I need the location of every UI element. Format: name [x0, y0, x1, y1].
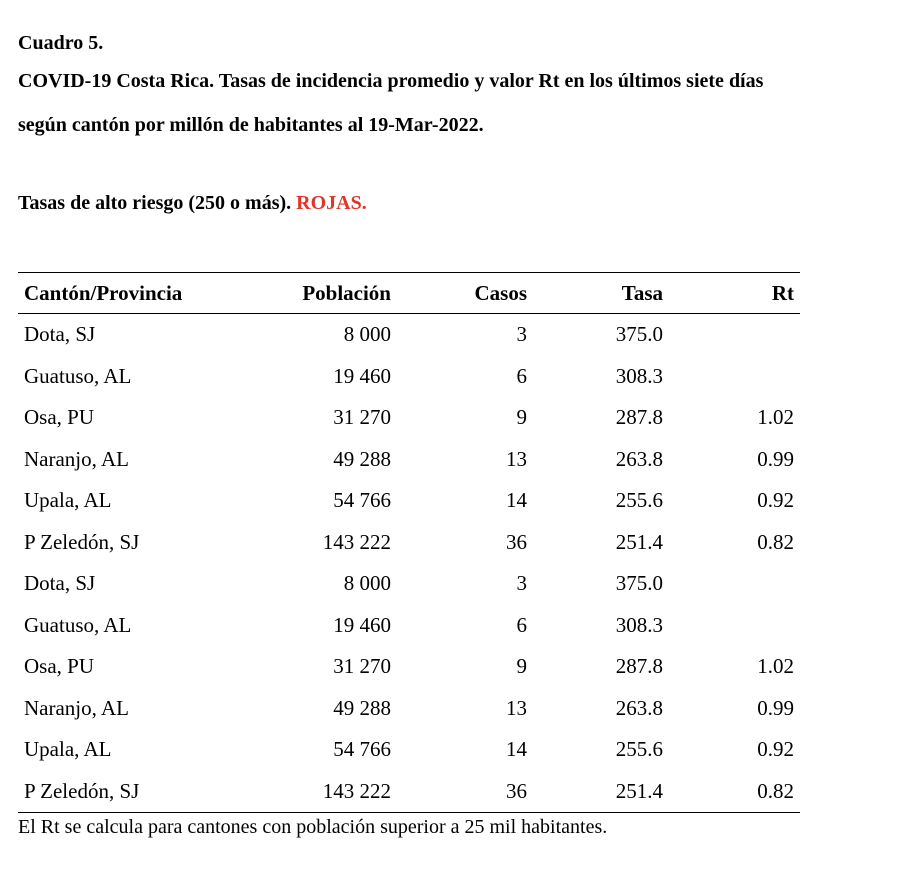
- cell-population: 19 460: [333, 363, 391, 388]
- cell-population: 49 288: [333, 446, 391, 471]
- cell-cases: 9: [516, 405, 527, 430]
- cell-cases: 14: [506, 737, 527, 762]
- cell-rt: [663, 314, 800, 356]
- cell-rate: 308.3: [615, 363, 663, 388]
- cell-population: 54 766: [333, 737, 391, 762]
- table-row: [18, 563, 800, 605]
- cell-rate: 308.3: [615, 612, 663, 637]
- cell-name: Dota, SJ: [24, 571, 96, 596]
- cell-population: 31 270: [333, 405, 391, 430]
- table-row: [18, 729, 800, 771]
- cell-name: Osa, PU: [24, 654, 95, 679]
- cell-population: 49 288: [333, 695, 391, 720]
- cell-rate: 375.0: [615, 322, 663, 347]
- risk-color-word: ROJAS.: [296, 192, 367, 214]
- cell-rate: 263.8: [615, 695, 663, 720]
- cell-rt: [663, 356, 800, 398]
- cell-rt: 1.02: [757, 405, 794, 430]
- table-row: [18, 397, 800, 439]
- table-label: Cuadro 5.: [18, 32, 104, 54]
- table-body: [18, 314, 800, 813]
- cell-cases: 6: [516, 363, 527, 388]
- title-line-2: según cantón por millón de habitantes al 19-Mar-2022.: [18, 114, 484, 136]
- cell-population: 31 270: [333, 654, 391, 679]
- cell-population: 54 766: [333, 488, 391, 513]
- cell-rt: 0.99: [757, 695, 794, 720]
- cell-rate: 255.6: [615, 737, 663, 762]
- cell-rate: 255.6: [615, 488, 663, 513]
- cell-cases: 3: [516, 571, 527, 596]
- title-line-1: COVID-19 Costa Rica. Tasas de incidencia promedio y valor Rt en los últimos siete días: [18, 70, 764, 92]
- header-population: Población: [302, 280, 391, 305]
- table-row: [18, 605, 800, 647]
- footnote: El Rt se calcula para cantones con población superior a 25 mil habitantes.: [18, 816, 608, 838]
- cell-rt: 0.82: [757, 778, 794, 803]
- cell-rate: 375.0: [615, 571, 663, 596]
- cell-rt: [663, 563, 800, 605]
- incidence-table-container: [18, 272, 800, 813]
- cell-rt: 1.02: [757, 654, 794, 679]
- cell-population: 8 000: [343, 322, 391, 347]
- table-row: [18, 314, 800, 356]
- table-row: [18, 688, 800, 730]
- risk-heading: [18, 191, 367, 215]
- header-rate: Tasa: [621, 280, 663, 305]
- cell-rate: 287.8: [615, 654, 663, 679]
- table-row: [18, 439, 800, 481]
- cell-rate: 251.4: [615, 529, 663, 554]
- cell-name: Dota, SJ: [24, 322, 96, 347]
- cell-rt: [663, 605, 800, 647]
- table-row: [18, 522, 800, 564]
- cell-population: 143 222: [322, 778, 391, 803]
- header-name: Cantón/Provincia: [24, 280, 183, 305]
- cell-name: Osa, PU: [24, 405, 95, 430]
- cell-name: Guatuso, AL: [24, 363, 132, 388]
- table-row: [18, 480, 800, 522]
- cell-name: Naranjo, AL: [24, 446, 129, 471]
- cell-cases: 36: [506, 529, 527, 554]
- cell-name: P Zeledón, SJ: [24, 529, 140, 554]
- table-row: [18, 771, 800, 813]
- cell-population: 143 222: [322, 529, 391, 554]
- cell-name: Guatuso, AL: [24, 612, 132, 637]
- table-header-row: [18, 273, 800, 314]
- header-rt: Rt: [771, 280, 794, 305]
- header-cases: Casos: [474, 280, 527, 305]
- risk-text: Tasas de alto riesgo (250 o más).: [18, 192, 292, 214]
- cell-name: Naranjo, AL: [24, 695, 129, 720]
- cell-cases: 6: [516, 612, 527, 637]
- cell-population: 8 000: [343, 571, 391, 596]
- cell-rate: 251.4: [615, 778, 663, 803]
- cell-cases: 9: [516, 654, 527, 679]
- cell-rate: 263.8: [615, 446, 663, 471]
- cell-rt: 0.82: [757, 529, 794, 554]
- incidence-table: [18, 272, 800, 813]
- cell-rate: 287.8: [615, 405, 663, 430]
- cell-rt: 0.92: [757, 737, 794, 762]
- cell-cases: 14: [506, 488, 527, 513]
- table-row: [18, 646, 800, 688]
- cell-name: P Zeledón, SJ: [24, 778, 140, 803]
- cell-cases: 36: [506, 778, 527, 803]
- cell-name: Upala, AL: [24, 737, 112, 762]
- cell-rt: 0.92: [757, 488, 794, 513]
- table-row: [18, 356, 800, 398]
- cell-population: 19 460: [333, 612, 391, 637]
- cell-cases: 3: [516, 322, 527, 347]
- cell-rt: 0.99: [757, 446, 794, 471]
- cell-name: Upala, AL: [24, 488, 112, 513]
- cell-cases: 13: [506, 695, 527, 720]
- cell-cases: 13: [506, 446, 527, 471]
